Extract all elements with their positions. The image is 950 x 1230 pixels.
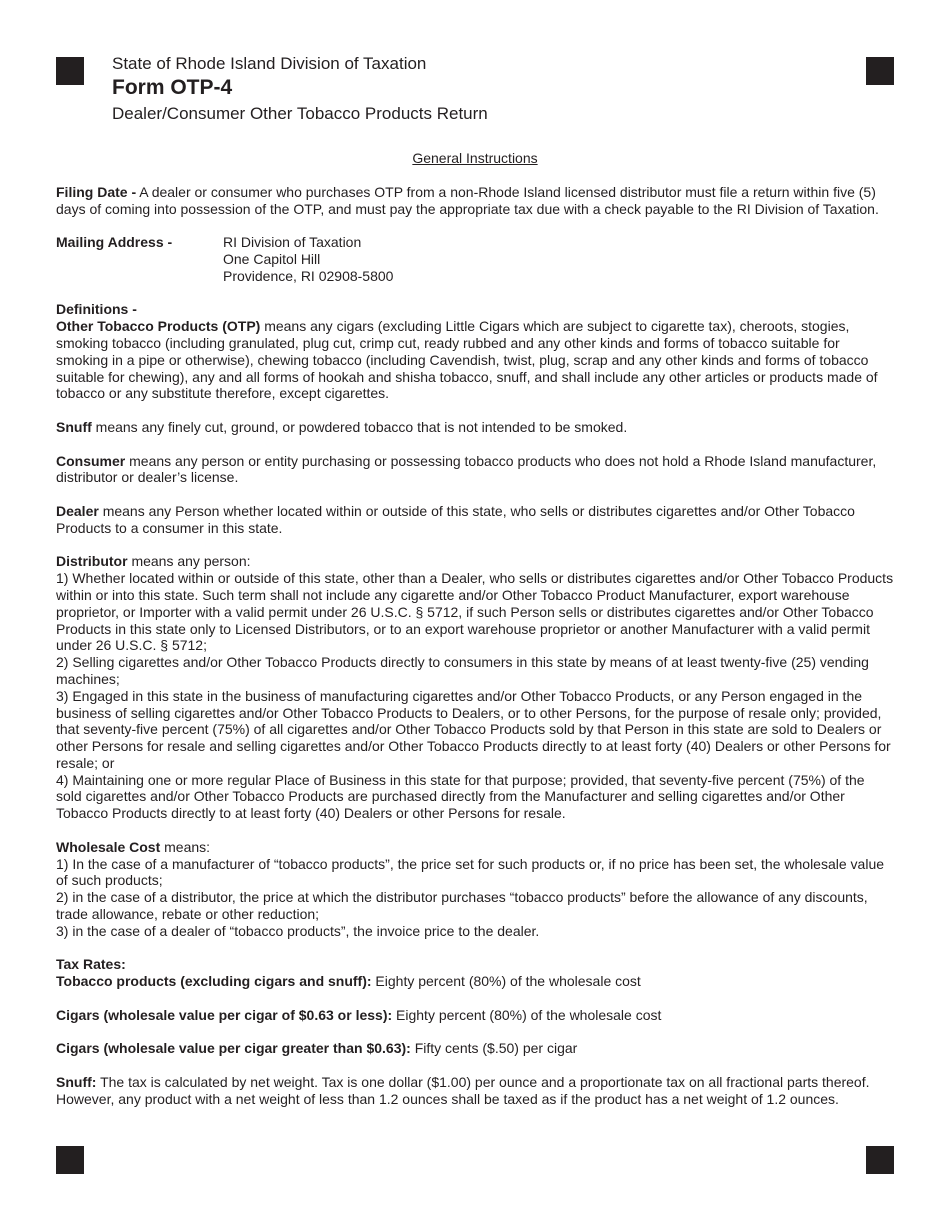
distributor-term: Distributor: [56, 553, 128, 570]
definition-consumer: [56, 453, 894, 487]
distributor-item: 2) Selling cigarettes and/or Other Tobacco Products directly to consumers in this state by means of at least twenty-five (25) vending machines;: [56, 654, 869, 687]
distributor-text: means any person:: [127, 553, 251, 570]
distributor-item: 3) Engaged in this state in the business of manufacturing cigarettes and/or Other Tobacco Products, or any Person engaged in the business of selling cigarettes and/or Other Tobacco Products to Dealers, or to other Persons, for the purpose of resale only; provided, that seventy-five percent (75%) of all cigarettes and/or Other Tobacco Products sold by that Person in this state are sold to Dealers or other Persons for resale and selling cigarettes and/or Other Tobacco Products directly to at least forty (40) Dealers or other Persons for resale; or: [56, 687, 891, 771]
definition-snuff: [56, 419, 894, 436]
definition-distributor: [56, 553, 894, 570]
tax-rate-tobacco-label: Tobacco products (excluding cigars and snuff):: [56, 973, 372, 990]
tax-rate-tobacco: [56, 973, 894, 990]
tax-rate-cigars-low-label: Cigars (wholesale value per cigar of $0.63 or less):: [56, 1006, 393, 1023]
form-title: Form OTP-4: [112, 76, 233, 99]
tax-rate-cigars-high-text: Fifty cents ($.50) per cigar: [410, 1040, 578, 1057]
dealer-term: Dealer: [56, 502, 99, 519]
instructions-title: General Instructions: [412, 150, 538, 166]
snuff-term: Snuff: [56, 418, 92, 435]
tax-rate-snuff-text: The tax is calculated by net weight. Tax is one dollar ($1.00) per ounce and a proportionate tax on all fractional parts thereof. However, any product with a net weight of less than 1.2 ounces shall be taxed as if the product has a net weight of 1.2 ounces.: [56, 1074, 870, 1107]
wholesale-term: Wholesale Cost: [56, 838, 161, 855]
tax-rate-cigars-low-text: Eighty percent (80%) of the wholesale cost: [392, 1006, 662, 1023]
filing-date-text: A dealer or consumer who purchases OTP from a non-Rhode Island licensed distributor must file a return within five (5) days of coming into possession of the OTP, and must pay the appropriate tax due with a check payable to the RI Division of Taxation.: [56, 183, 879, 217]
form-header: [112, 53, 488, 126]
mailing-address-label: Mailing Address -: [56, 234, 173, 251]
filing-date-label: Filing Date -: [56, 183, 137, 200]
mailing-address: [56, 234, 894, 284]
dealer-text: means any Person whether located within or outside of this state, who sells or distributes cigarettes and/or Other Tobacco Products to a consumer in this state.: [56, 502, 855, 536]
registration-mark-top-right: [866, 57, 894, 85]
wholesale-item: 3) in the case of a dealer of “tobacco products”, the invoice price to the dealer.: [56, 922, 540, 939]
tax-rate-tobacco-text: Eighty percent (80%) of the wholesale cost: [371, 973, 641, 990]
filing-date-paragraph: [56, 184, 894, 218]
tax-rates-heading-text: Tax Rates:: [56, 956, 126, 973]
address-line: One Capitol Hill: [223, 250, 321, 267]
form-subtitle: Dealer/Consumer Other Tobacco Products Return: [112, 104, 488, 123]
definitions-heading: [56, 301, 894, 318]
definition-wholesale-cost: [56, 839, 894, 856]
registration-mark-bottom-left: [56, 1146, 84, 1174]
tax-rate-cigars-low: [56, 1007, 894, 1024]
definition-dealer: [56, 503, 894, 537]
snuff-text: means any finely cut, ground, or powdered tobacco that is not intended to be smoked.: [91, 418, 628, 435]
wholesale-item: 1) In the case of a manufacturer of “tobacco products”, the price set for such products or, if no price has been set, the wholesale value of such products;: [56, 855, 885, 889]
wholesale-item: 2) in the case of a distributor, the price at which the distributor purchases “tobacco products” before the allowance of any discounts, trade allowance, rebate or other reduction;: [56, 889, 868, 923]
tax-rate-cigars-high: [56, 1040, 894, 1057]
agency-name: State of Rhode Island Division of Taxation: [112, 54, 427, 73]
distributor-item: 1) Whether located within or outside of this state, other than a Dealer, who sells or distributes cigarettes and/or Other Tobacco Products within or into this state. Such term shall not include any cigarette and/or Other Tobacco Product Manufacturer, export warehouse proprietor, or Importer with a valid permit under 26 U.S.C. § 5712, if such Person sells or distributes cigarettes and/or Other Tobacco Products in this state only to Licensed Distributors, or to an export warehouse proprietor or another Manufacturer with a valid permit under 26 U.S.C. § 5712;: [56, 570, 894, 654]
instructions-body: [56, 150, 894, 1108]
tax-rate-snuff: [56, 1074, 894, 1108]
consumer-text: means any person or entity purchasing or possessing tobacco products who does not hold a Rhode Island manufacturer, distributor or dealer’s license.: [56, 452, 877, 486]
otp-term: Other Tobacco Products (OTP): [56, 318, 261, 335]
tax-rate-cigars-high-label: Cigars (wholesale value per cigar greater than $0.63):: [56, 1040, 411, 1057]
definitions-heading-text: Definitions -: [56, 301, 137, 318]
address-line: RI Division of Taxation: [223, 234, 362, 251]
consumer-term: Consumer: [56, 452, 126, 469]
mailing-address-lines: [223, 234, 393, 284]
registration-mark-bottom-right: [866, 1146, 894, 1174]
tax-rate-snuff-label: Snuff:: [56, 1074, 97, 1091]
definition-otp: [56, 318, 894, 402]
distributor-item: 4) Maintaining one or more regular Place of Business in this state for that purpose; provided, that seventy-five percent (75%) of the sold cigarettes and/or Other Tobacco Products are purchased directly from the Manufacturer and selling cigarettes and/or Other Tobacco Products directly to at least forty (40) Dealers or other Persons for resale.: [56, 771, 865, 822]
address-line: Providence, RI 02908-5800: [223, 267, 394, 284]
wholesale-text: means:: [160, 838, 211, 855]
otp-text: means any cigars (excluding Little Cigars which are subject to cigarette tax), cheroots, stogies, smoking tobacco (including granulated, plug cut, crimp cut, ready rubbed and any other kinds and forms of tobacco suitable for smoking in a pipe or otherwise), chewing tobacco (including Cavendish, twist, plug, scrap and any other kinds and forms of tobacco suitable for chewing), any and all forms of hookah and shisha tobacco, snuff, and shall include any other articles or products made of tobacco or any substitute therefore, except cigarettes.: [56, 318, 878, 402]
tax-rates-heading: [56, 956, 894, 973]
registration-mark-top-left: [56, 57, 84, 85]
